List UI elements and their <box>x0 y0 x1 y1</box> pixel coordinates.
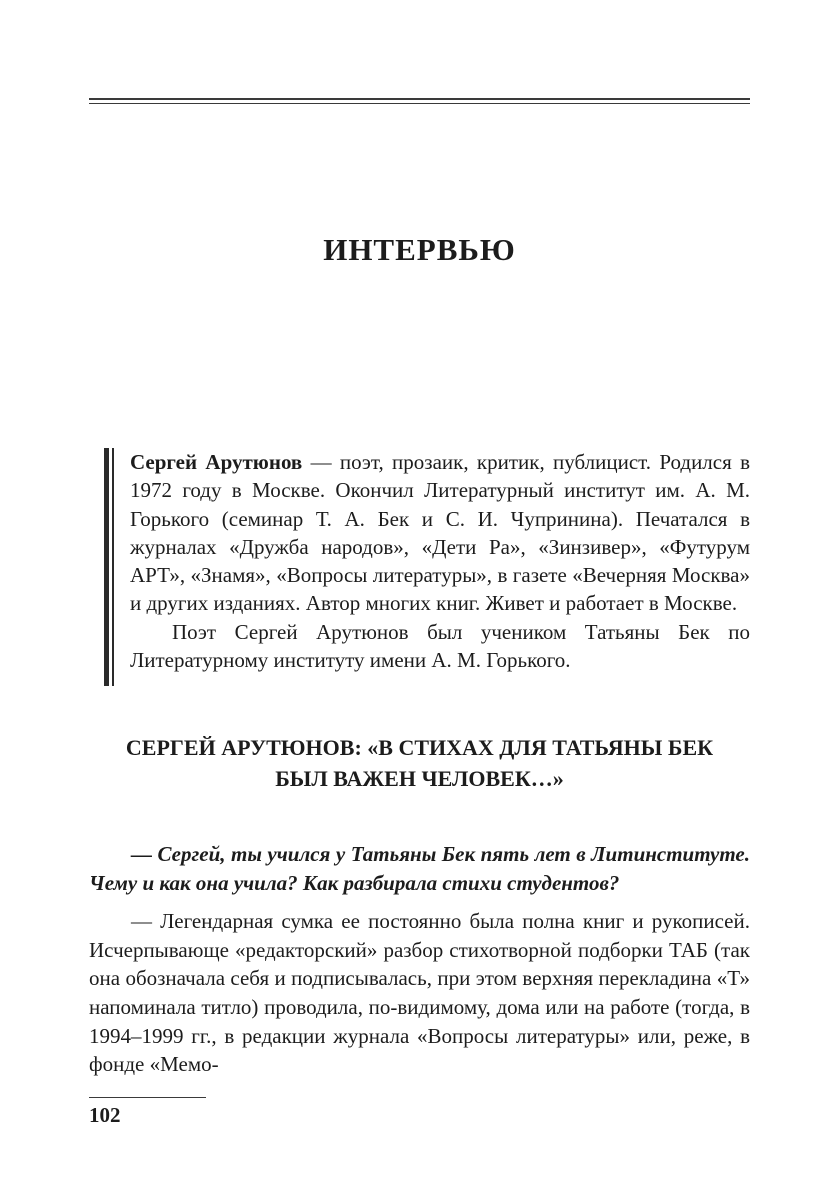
interview-question: — Сергей, ты учился у Татьяны Бек пять лет в Литинституте. Чему и как она учила? Как разбирала стихи студентов? <box>89 842 750 895</box>
bio-author-name: Сергей Арутюнов <box>130 450 303 474</box>
bio-text <box>130 448 750 674</box>
bio-paragraph-1-text: — поэт, прозаик, критик, публицист. Родился в 1972 году в Москве. Окончил Литературный институт им. А. М. Горького (семинар Т. А. Бек и С. И. Чупринина). Печатался в журналах «Дружба народов», «Дети Ра», «Зинзивер», «Футурум АРТ», «Знамя», «Вопросы литературы», в газете «Вечерняя Москва» и других изданиях. Автор многих книг. Живет и работает в Москве. <box>130 450 750 616</box>
author-bio-box <box>104 448 750 688</box>
interview-answer: — Легендарная сумка ее постоянно была полна книг и рукописей. Исчерпывающе «редакторский» разбор стихотворной подборки ТАБ (так она обозначала себя и подписывалась, при этом верхняя перекладина «Т» напоминала титло) проводила, по-видимому, дома или на работе (тогда, в 1994–1999 гг., в редакции журнала «Вопросы литературы» или, реже, в фонде «Мемо- <box>89 909 750 1077</box>
article-body <box>89 840 750 1079</box>
section-title: ИНТЕРВЬЮ <box>323 232 516 267</box>
bio-sidebar-bar-thin <box>112 448 114 686</box>
article-title-line-2: БЫЛ ВАЖЕН ЧЕЛОВЕК…» <box>275 766 564 791</box>
bio-sidebar-bar-thick <box>104 448 109 686</box>
header-rule-thick <box>89 98 750 100</box>
footer-rule <box>89 1097 206 1098</box>
bio-paragraph-1 <box>130 448 750 618</box>
article-title <box>89 732 750 794</box>
bio-paragraph-2: Поэт Сергей Арутюнов был учеником Татьяны Бек по Литературному институту имени А. М. Горького. <box>130 619 750 673</box>
article-title-line-1: СЕРГЕЙ АРУТЮНОВ: «В СТИХАХ ДЛЯ ТАТЬЯНЫ БЕК <box>125 735 714 760</box>
header-rule-thin <box>89 103 750 104</box>
page-number: 102 <box>89 1103 121 1127</box>
